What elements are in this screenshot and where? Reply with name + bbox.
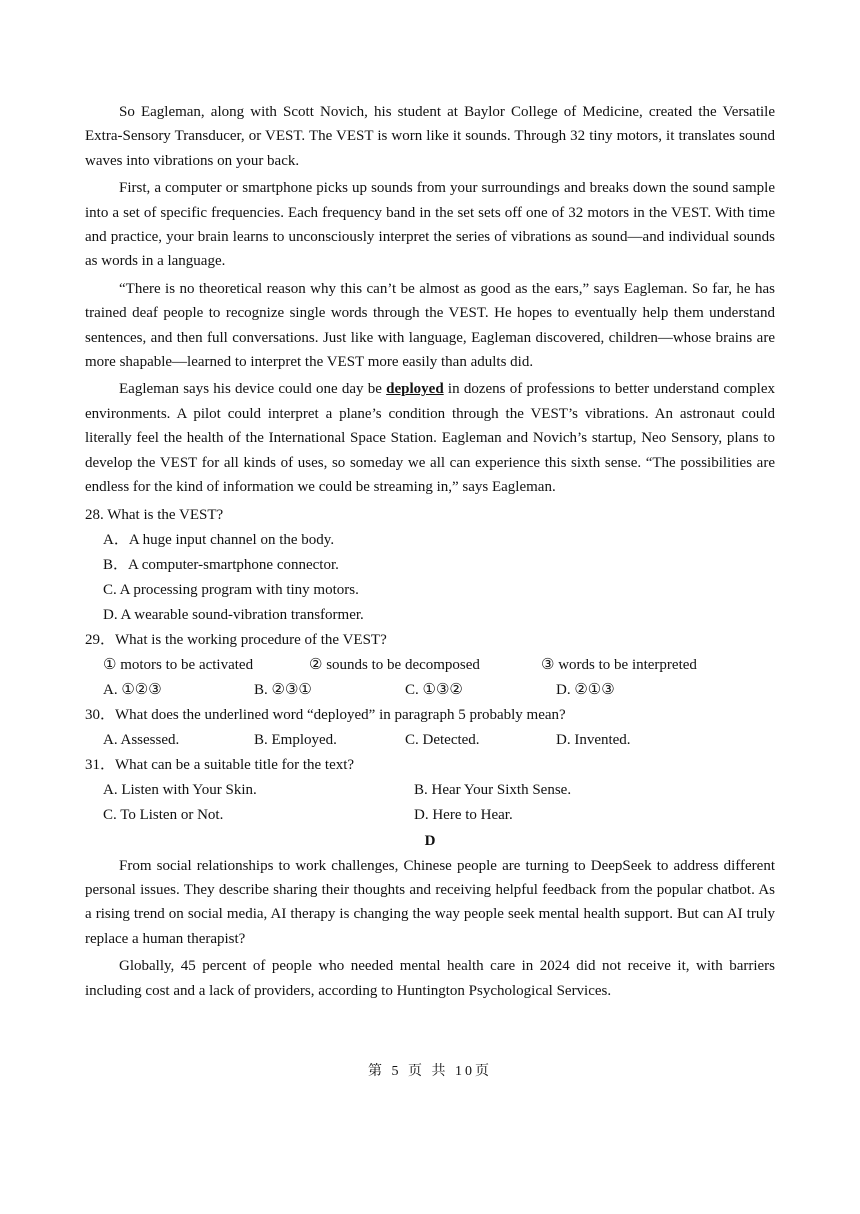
question-31-options-row-1 <box>85 778 775 803</box>
question-28-option-d: D. A wearable sound-vibration transformer. <box>103 606 364 623</box>
question-29-option-d: D. ②①③ <box>556 681 615 698</box>
question-31-option-a: A. Listen with Your Skin. <box>103 781 257 798</box>
question-29-stem: 29．What is the working procedure of the VEST? <box>85 631 387 648</box>
paragraph-4-text-after: in dozens of professions to better understand complex environments. A pilot could interpret a plane’s condition through the VEST’s vibrations. An astronaut could literally feel the health of the International Space Station. Eagleman and Novich’s startup, Neo Sensory, plans to develop the VEST for all kinds of uses, so someday we all can experience this sixth sense. “The possibilities are endless for the kind of information we could be streaming in,” says Eagleman. <box>85 381 775 496</box>
question-31-option-c: C. To Listen or Not. <box>103 806 224 823</box>
paragraph-4-text-before: Eagleman says his device could one day be <box>119 381 387 398</box>
page-footer: 第 5 页 共 10页 <box>368 1064 492 1079</box>
question-30-stem: 30．What does the underlined word “deployed” in paragraph 5 probably mean? <box>85 706 566 723</box>
question-31-stem: 31．What can be a suitable title for the text? <box>85 756 355 773</box>
question-29-steps <box>85 653 775 678</box>
question-28-stem: 28. What is the VEST? <box>85 506 224 523</box>
question-30-option-b: B. Employed. <box>254 731 337 748</box>
question-29-option-b: B. ②③① <box>254 681 312 698</box>
question-30-option-d: D. Invented. <box>556 731 631 748</box>
step-3: ③ words to be interpreted <box>541 656 697 673</box>
passage-c-paragraph-4 <box>85 377 775 499</box>
step-2: ② sounds to be decomposed <box>309 656 480 673</box>
question-29-option-c: C. ①③② <box>405 681 463 698</box>
passage-d-paragraph-2: Globally, 45 percent of people who needed mental health care in 2024 did not receive it, with barriers including cost and a lack of providers, according to Huntington Psychological Services. <box>85 958 775 999</box>
step-1: ① motors to be activated <box>103 656 254 673</box>
underlined-word-deployed: deployed <box>386 381 444 398</box>
question-29-options <box>85 678 775 703</box>
passage-d-paragraph-1: From social relationships to work challenges, Chinese people are turning to DeepSeek to address different personal issues. They describe sharing their thoughts and receiving helpful feedback from the popular chatbot. As a rising trend on social media, AI therapy is changing the way people seek mental health support. But can AI truly replace a human therapist? <box>85 857 775 947</box>
question-30-option-c: C. Detected. <box>405 731 480 748</box>
passage-c-paragraph-3: “There is no theoretical reason why this can’t be almost as good as the ears,” says Eagleman. So far, he has trained deaf people to recognize single words through the VEST. He hopes to eventually help them understand sentences, and then full conversations. Just like with language, Eagleman discovered, children—whose brains are more shapable—learned to interpret the VEST more easily than adults did. <box>85 280 775 371</box>
question-30-options <box>85 728 775 753</box>
question-28-option-c: C. A processing program with tiny motors. <box>103 581 359 598</box>
passage-c-paragraph-2: First, a computer or smartphone picks up sounds from your surroundings and breaks down the sound sample into a set of specific frequencies. Each frequency band in the set sets off one of 32 motors in the VEST. With time and practice, your brain learns to unconsciously interpret the series of vibrations as sound—and individual sounds as words in a language. <box>85 180 775 270</box>
section-heading-d: D <box>424 832 436 849</box>
passage-c-paragraph-1: So Eagleman, along with Scott Novich, his student at Baylor College of Medicine, created the Versatile Extra-Sensory Transducer, or VEST. The VEST is worn like it sounds. Through 32 tiny motors, it translates sound waves into vibrations on your back. <box>85 104 775 169</box>
question-31-option-d: D. Here to Hear. <box>414 806 513 823</box>
question-31-options-row-2 <box>85 803 775 828</box>
question-28-option-a: A．A huge input channel on the body. <box>103 531 335 548</box>
question-28-option-b: B．A computer-smartphone connector. <box>103 556 339 573</box>
question-31-option-b: B. Hear Your Sixth Sense. <box>414 781 572 798</box>
question-29-option-a: A. ①②③ <box>103 681 162 698</box>
exam-page <box>85 100 775 1006</box>
question-30-option-a: A. Assessed. <box>103 731 180 748</box>
